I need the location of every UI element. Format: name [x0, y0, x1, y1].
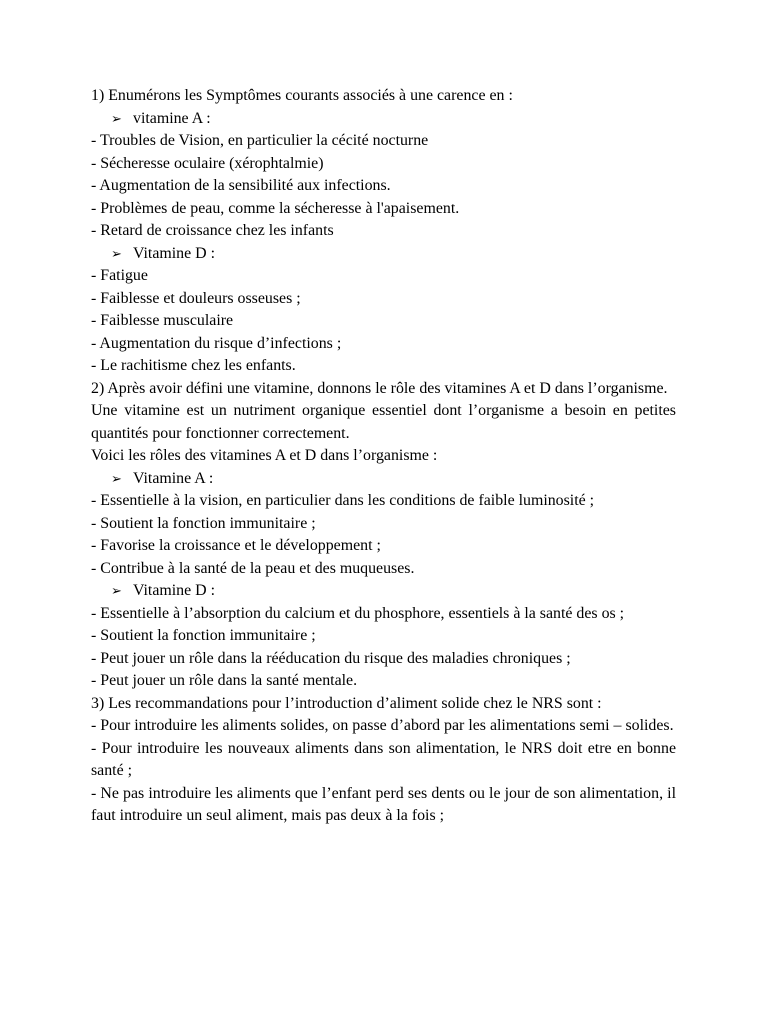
- text-line: 3) Les recommandations pour l’introduction d’aliment solide chez le NRS sont :: [91, 694, 602, 712]
- text-line: - Peut jouer un rôle dans la rééducation du risque des maladies chroniques ;: [91, 649, 571, 667]
- text-line: - Favorise la croissance et le développement ;: [91, 537, 381, 554]
- text-line: - Problèmes de peau, comme la sécheresse à l'apaisement.: [91, 199, 460, 217]
- arrow-bullet-icon: ➢: [111, 110, 122, 126]
- arrow-bullet-icon: ➢: [111, 583, 122, 598]
- text-line: - Retard de croissance chez les infants: [91, 222, 334, 239]
- text-line: - Soutient la fonction immunitaire ;: [91, 627, 316, 644]
- bullet-heading: [91, 468, 676, 491]
- text-line: - Faiblesse musculaire: [91, 312, 234, 329]
- text-line: - Soutient la fonction immunitaire ;: [91, 514, 316, 532]
- text-line: - Augmentation de la sensibilité aux infections.: [91, 177, 391, 194]
- document-body: [91, 85, 676, 828]
- text-line: - Sécheresse oculaire (xérophtalmie): [91, 154, 324, 172]
- text-line: - Fatigue: [91, 267, 148, 284]
- text-line: - Contribue à la santé de la peau et des muqueuses.: [91, 559, 415, 577]
- bullet-heading-text: Vitamine D :: [133, 582, 216, 599]
- arrow-bullet-icon: ➢: [111, 470, 122, 486]
- paragraph: - Essentielle à l’absorption du calcium et du phosphore, essentiels à la santé des os ;: [91, 604, 625, 622]
- paragraph: Une vitamine est un nutriment organique essentiel dont l’organisme a besoin en petites quantités pour fonctionner correctement.: [91, 402, 676, 442]
- bullet-heading: [91, 243, 676, 266]
- paragraph: 2) Après avoir défini une vitamine, donnons le rôle des vitamines A et D dans l’organisme.: [91, 379, 668, 397]
- text-line: - Le rachitisme chez les enfants.: [91, 357, 296, 374]
- bullet-heading-text: Vitamine A :: [133, 469, 214, 487]
- text-line: - Faiblesse et douleurs osseuses ;: [91, 289, 301, 307]
- paragraph: - Pour introduire les aliments solides, on passe d’abord par les alimentations semi – solides.: [91, 717, 674, 734]
- bullet-heading-text: vitamine A :: [133, 109, 211, 127]
- bullet-heading: [91, 108, 676, 131]
- text-line: Voici les rôles des vitamines A et D dans l’organisme :: [91, 447, 438, 464]
- text-line: 1) Enumérons les Symptômes courants associés à une carence en :: [91, 87, 513, 104]
- text-line: - Peut jouer un rôle dans la santé mentale.: [91, 672, 358, 689]
- paragraph: - Ne pas introduire les aliments que l’enfant perd ses dents ou le jour de son alimentation, il faut introduire un seul aliment, mais pas deux à la fois ;: [91, 784, 676, 824]
- arrow-bullet-icon: ➢: [111, 245, 122, 261]
- text-line: - Augmentation du risque d’infections ;: [91, 334, 342, 352]
- paragraph: - Pour introduire les nouveaux aliments dans son alimentation, le NRS doit etre en bonne santé ;: [91, 739, 676, 779]
- bullet-heading: [91, 580, 676, 603]
- text-line: - Troubles de Vision, en particulier la cécité nocturne: [91, 132, 429, 149]
- bullet-heading-text: Vitamine D :: [133, 244, 216, 262]
- text-line: - Essentielle à la vision, en particulier dans les conditions de faible luminosité ;: [91, 492, 595, 509]
